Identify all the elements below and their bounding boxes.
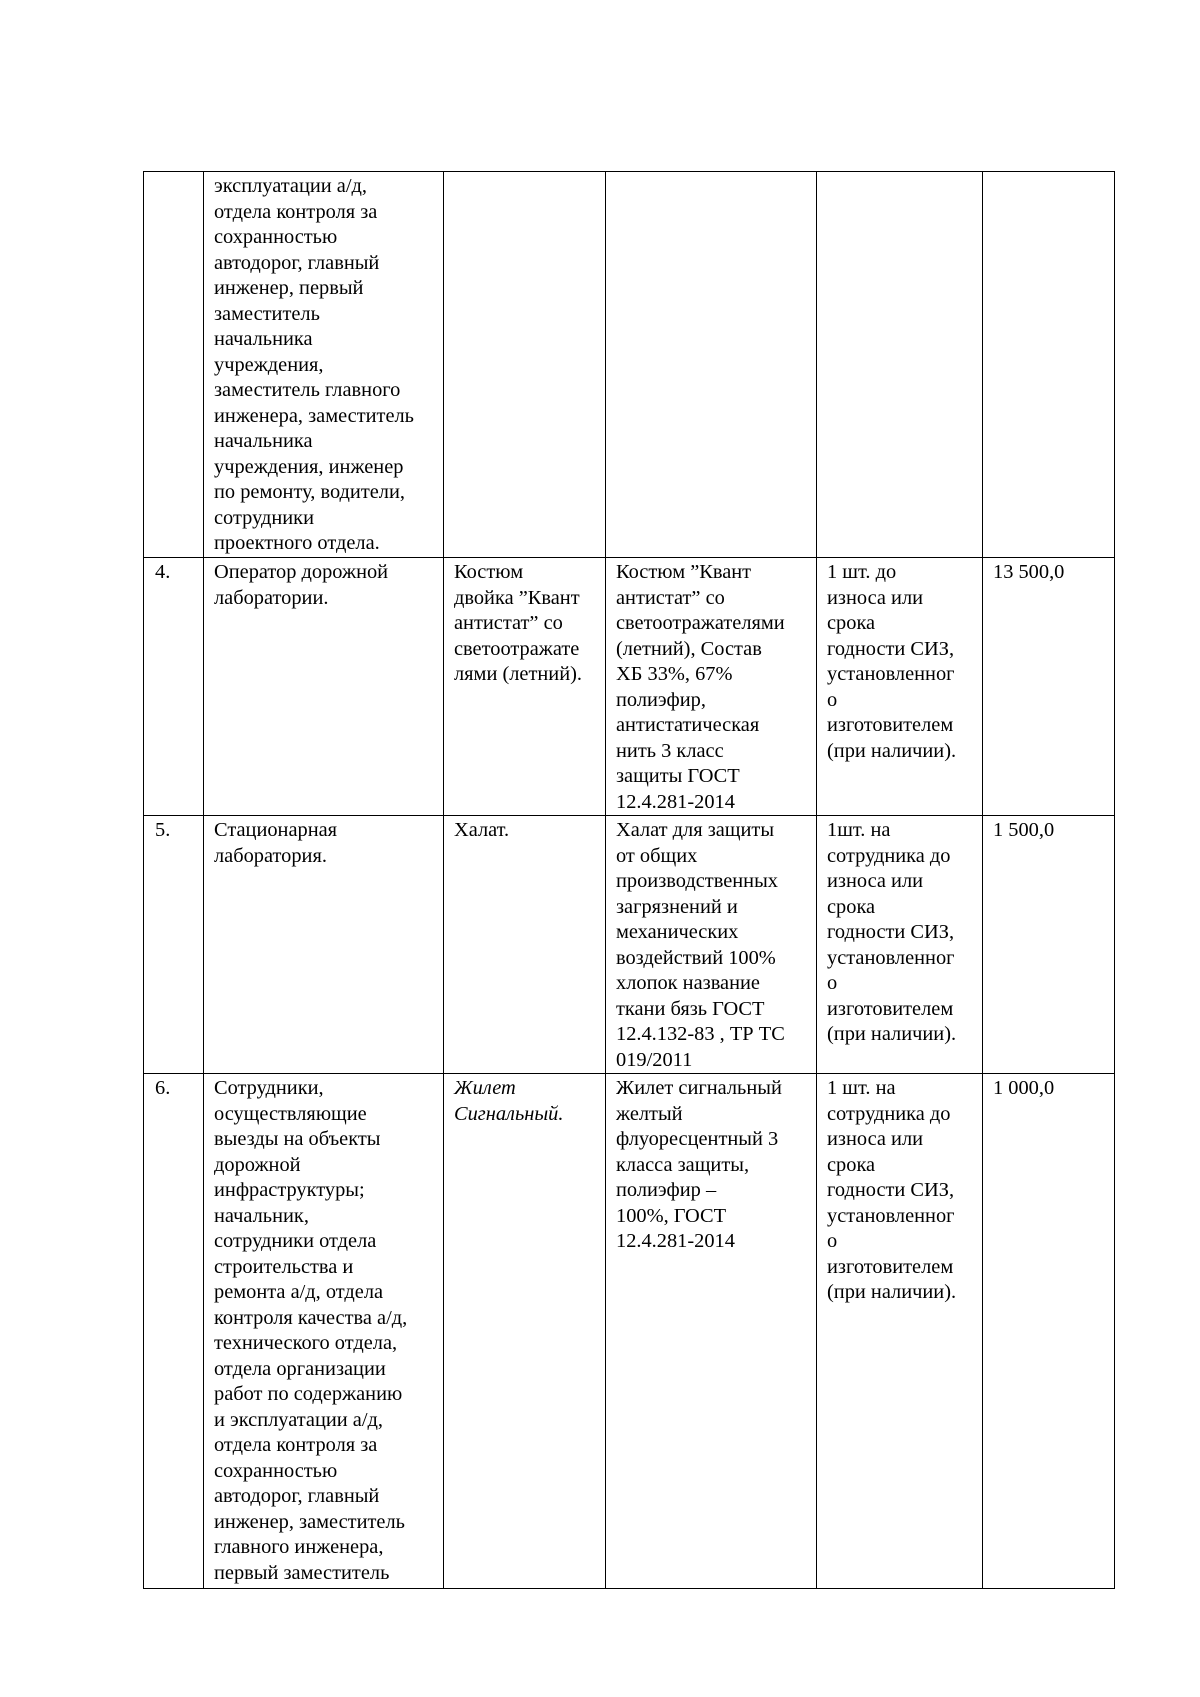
item-name-cell: Жилет Сигнальный. bbox=[444, 1074, 606, 1589]
table-row bbox=[144, 1074, 1115, 1589]
item-name-cell bbox=[444, 172, 606, 558]
row-number-cell: 5. bbox=[144, 816, 204, 1074]
table-row bbox=[144, 816, 1115, 1074]
position-cell: Сотрудники, осуществляющие выезды на объекты дорожной инфраструктуры; начальник, сотрудники отдела строительства и ремонта а/д, отдела контроля качества а/д, технического отдела, отдела организации работ по содержанию и эксплуатации а/д, отдела контроля за сохранностью автодорог, главный инженер, заместитель главного инженера, первый заместитель bbox=[204, 1074, 444, 1589]
issue-norm-cell: 1шт. на сотрудника до износа или срока годности СИЗ, установленног о изготовителем (при наличии). bbox=[817, 816, 983, 1074]
price-cell: 13 500,0 bbox=[983, 558, 1115, 816]
table-row bbox=[144, 172, 1115, 558]
position-cell: эксплуатации а/д, отдела контроля за сохранностью автодорог, главный инженер, первый заместитель начальника учреждения, заместитель главного инженера, заместитель начальника учреждения, инженер по ремонту, водители, сотрудники проектного отдела. bbox=[204, 172, 444, 558]
row-number-cell: 6. bbox=[144, 1074, 204, 1589]
item-name-cell: Халат. bbox=[444, 816, 606, 1074]
price-cell bbox=[983, 172, 1115, 558]
table-row bbox=[144, 558, 1115, 816]
row-number-cell bbox=[144, 172, 204, 558]
issue-norm-cell: 1 шт. до износа или срока годности СИЗ, установленног о изготовителем (при наличии). bbox=[817, 558, 983, 816]
position-cell: Оператор дорожной лаборатории. bbox=[204, 558, 444, 816]
item-spec-cell: Жилет сигнальный желтый флуоресцентный 3 класса защиты, полиэфир – 100%, ГОСТ 12.4.281-2014 bbox=[606, 1074, 817, 1589]
item-spec-cell bbox=[606, 172, 817, 558]
item-spec-cell: Халат для защиты от общих производственных загрязнений и механических воздействий 100% хлопок название ткани бязь ГОСТ 12.4.132-83 , ТР ТС 019/2011 bbox=[606, 816, 817, 1074]
price-cell: 1 500,0 bbox=[983, 816, 1115, 1074]
issue-norm-cell bbox=[817, 172, 983, 558]
ppe-norms-table bbox=[143, 171, 1115, 1589]
row-number-cell: 4. bbox=[144, 558, 204, 816]
issue-norm-cell: 1 шт. на сотрудника до износа или срока годности СИЗ, установленног о изготовителем (при наличии). bbox=[817, 1074, 983, 1589]
item-name-cell: Костюм двойка ”Квант антистат” со светоотражате лями (летний). bbox=[444, 558, 606, 816]
price-cell: 1 000,0 bbox=[983, 1074, 1115, 1589]
item-spec-cell: Костюм ”Квант антистат” со светоотражателями (летний), Состав ХБ 33%, 67% полиэфир, антистатическая нить 3 класс защиты ГОСТ 12.4.281-2014 bbox=[606, 558, 817, 816]
position-cell: Стационарная лаборатория. bbox=[204, 816, 444, 1074]
